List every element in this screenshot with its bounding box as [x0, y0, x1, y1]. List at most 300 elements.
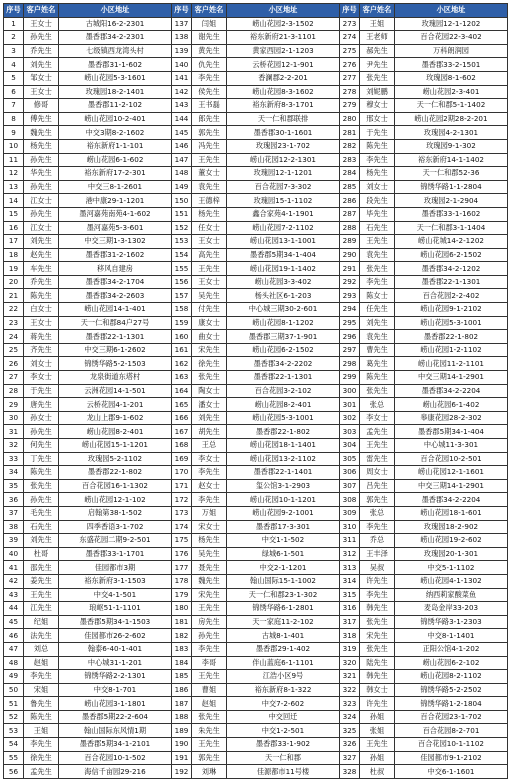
customer-name-cell: 陆先生 — [360, 656, 395, 670]
customer-name-cell: 乔先生 — [24, 275, 59, 289]
seq-cell: 326 — [340, 738, 360, 752]
customer-name-cell: 王女士 — [24, 85, 59, 99]
header-seq-2: 序号 — [172, 4, 192, 18]
address-cell: 墨河嘉苑南苑4-1-602 — [59, 207, 172, 221]
address-cell: 墨香郡22-1-1301 — [395, 275, 508, 289]
seq-cell: 323 — [340, 697, 360, 711]
customer-name-cell: 蒋先生 — [24, 330, 59, 344]
table-row — [4, 235, 508, 249]
address-cell: 崂山花园13-1-1001 — [227, 235, 340, 249]
address-cell: 中交7-2-602 — [227, 697, 340, 711]
seq-cell: 192 — [172, 765, 192, 779]
address-cell: 百合花园16-1-1302 — [59, 479, 172, 493]
table-row — [4, 85, 508, 99]
customer-name-cell: 段先生 — [360, 194, 395, 208]
seq-cell: 46 — [4, 629, 24, 643]
customer-name-cell: 徐先生 — [24, 751, 59, 765]
table-row — [4, 207, 508, 221]
header-seq-3: 序号 — [340, 4, 360, 18]
seq-cell: 35 — [4, 479, 24, 493]
seq-cell: 316 — [340, 602, 360, 616]
customer-name-cell: 李先生 — [360, 520, 395, 534]
address-cell: 皋康花园28-2-302 — [395, 411, 508, 425]
seq-cell: 16 — [4, 221, 24, 235]
seq-cell: 181 — [172, 615, 192, 629]
seq-cell: 179 — [172, 588, 192, 602]
seq-cell: 42 — [4, 574, 24, 588]
table-row — [4, 670, 508, 684]
customer-name-cell: 董女士 — [192, 167, 227, 181]
address-cell: 墨香郡34-2-2301 — [59, 31, 172, 45]
customer-name-cell: 修哥 — [24, 99, 59, 113]
address-cell: 天一仁和郡23-1-302 — [227, 588, 340, 602]
customer-name-cell: 宋先生 — [192, 343, 227, 357]
seq-cell: 169 — [172, 452, 192, 466]
address-cell: 墨香郡31-1-602 — [59, 58, 172, 72]
header-name-1: 客户姓名 — [24, 4, 59, 18]
seq-cell: 26 — [4, 357, 24, 371]
seq-cell: 162 — [172, 357, 192, 371]
address-cell: 七级镇西龙湾头村 — [59, 44, 172, 58]
seq-cell: 328 — [340, 765, 360, 779]
table-row — [4, 289, 508, 303]
seq-cell: 47 — [4, 642, 24, 656]
address-cell: 天一仁和郡联排 — [227, 112, 340, 126]
customer-name-cell: 吴先生 — [192, 289, 227, 303]
customer-name-cell: 郭先生 — [360, 493, 395, 507]
address-cell: 崂山花园2-3-1502 — [227, 17, 340, 31]
table-row — [4, 561, 508, 575]
address-cell: 纳西莉家酸菜鱼 — [395, 588, 508, 602]
address-cell: 海信千亩园29-216 — [59, 765, 172, 779]
address-cell: 中交4-1-501 — [59, 588, 172, 602]
customer-name-cell: 李先生 — [360, 588, 395, 602]
seq-cell: 172 — [172, 493, 192, 507]
customer-name-cell: 孙姐 — [360, 751, 395, 765]
seq-cell: 38 — [4, 520, 24, 534]
customer-name-cell: 杨先生 — [24, 139, 59, 153]
address-cell: 墨香郡34-2-2603 — [59, 289, 172, 303]
address-cell: 崂山花园9-2-1001 — [227, 506, 340, 520]
address-cell: 墨香郡33-1-1701 — [59, 547, 172, 561]
seq-cell: 186 — [172, 683, 192, 697]
address-cell: 墨香郡5期22-2-604 — [59, 710, 172, 724]
seq-cell: 293 — [340, 289, 360, 303]
seq-cell: 153 — [172, 235, 192, 249]
customer-name-cell: 丁先生 — [24, 452, 59, 466]
seq-cell: 22 — [4, 303, 24, 317]
customer-name-cell: 孙先生 — [24, 207, 59, 221]
customer-name-cell: 潘女士 — [192, 398, 227, 412]
customer-name-cell: 杨先生 — [192, 207, 227, 221]
table-row — [4, 330, 508, 344]
seq-cell: 159 — [172, 316, 192, 330]
address-cell: 佳园都市3期 — [59, 561, 172, 575]
address-cell: 天一仁和郡84户27号 — [59, 316, 172, 330]
address-cell: 天一仁和郡3-1-1404 — [395, 221, 508, 235]
customer-name-cell: 魏先生 — [192, 574, 227, 588]
table-row — [4, 31, 508, 45]
address-cell: 玫瑰园23-1-702 — [227, 139, 340, 153]
customer-name-cell: 孙先生 — [24, 425, 59, 439]
customer-name-cell: 宋先生 — [360, 629, 395, 643]
customer-name-cell: 陈先生 — [24, 466, 59, 480]
address-cell: 中心城11-3-301 — [395, 439, 508, 453]
seq-cell: 157 — [172, 289, 192, 303]
customer-name-cell: 康女士 — [192, 316, 227, 330]
seq-cell: 279 — [340, 99, 360, 113]
address-cell: 玫瑰园9-1-302 — [395, 139, 508, 153]
customer-name-cell: 李先生 — [192, 493, 227, 507]
seq-cell: 6 — [4, 85, 24, 99]
address-cell: 中交5-1-1102 — [395, 561, 508, 575]
seq-cell: 52 — [4, 710, 24, 724]
seq-cell: 23 — [4, 316, 24, 330]
seq-cell: 294 — [340, 303, 360, 317]
table-row — [4, 194, 508, 208]
customer-name-cell: 王丰泽 — [360, 547, 395, 561]
customer-name-cell: 吕先生 — [360, 479, 395, 493]
customer-name-cell: 王先生 — [24, 588, 59, 602]
customer-name-cell: 张先生 — [360, 262, 395, 276]
address-cell: 崂山花园5-3-1601 — [59, 71, 172, 85]
address-cell: 崂山花园11-2-1101 — [395, 357, 508, 371]
seq-cell: 190 — [172, 738, 192, 752]
seq-cell: 143 — [172, 99, 192, 113]
table-row — [4, 425, 508, 439]
address-cell: 墨香郡5期34-1-404 — [395, 425, 508, 439]
address-cell: 崂山花园8-1-1202 — [227, 316, 340, 330]
address-cell: 裕东新府21-3-1101 — [227, 31, 340, 45]
address-cell: 百合花园22-3-402 — [395, 31, 508, 45]
seq-cell: 24 — [4, 330, 24, 344]
table-row — [4, 520, 508, 534]
address-cell: 崂山花园6-1-402 — [395, 398, 508, 412]
customer-name-cell: 张先生 — [360, 642, 395, 656]
seq-cell: 156 — [172, 275, 192, 289]
customer-name-cell: 赵姐 — [192, 697, 227, 711]
address-cell: 墨香郡33-1-902 — [227, 738, 340, 752]
table-row — [4, 683, 508, 697]
seq-cell: 306 — [340, 466, 360, 480]
table-row — [4, 724, 508, 738]
address-cell: 中交三8-1-2601 — [59, 180, 172, 194]
address-cell: 崂山花园12-1-1601 — [395, 466, 508, 480]
customer-name-cell: 华先生 — [24, 167, 59, 181]
seq-cell: 318 — [340, 629, 360, 643]
customer-name-cell: 侯先生 — [192, 85, 227, 99]
customer-name-cell: 张先生 — [360, 615, 395, 629]
seq-cell: 274 — [340, 31, 360, 45]
seq-cell: 276 — [340, 58, 360, 72]
seq-cell: 312 — [340, 547, 360, 561]
customer-name-cell: 刘先生 — [24, 534, 59, 548]
customer-name-cell: 李女士 — [24, 371, 59, 385]
address-cell: 云桥花园12-1-901 — [227, 58, 340, 72]
customer-name-cell: 江先生 — [24, 602, 59, 616]
seq-cell: 291 — [340, 262, 360, 276]
seq-cell: 9 — [4, 126, 24, 140]
customer-name-cell: 吴叔 — [360, 561, 395, 575]
address-cell: 云桥花园4-1-201 — [59, 398, 172, 412]
address-cell: 天一仁和郡5-1-1402 — [395, 99, 508, 113]
customer-name-cell: 杜叔 — [360, 765, 395, 779]
address-cell: 崂山花园9-1-2102 — [395, 303, 508, 317]
customer-name-cell: 张总 — [360, 398, 395, 412]
seq-cell: 292 — [340, 275, 360, 289]
address-cell: 云洲花园14-1-501 — [59, 384, 172, 398]
header-seq-1: 序号 — [4, 4, 24, 18]
customer-name-cell: 王姐 — [24, 724, 59, 738]
seq-cell: 185 — [172, 670, 192, 684]
seq-cell: 160 — [172, 330, 192, 344]
seq-cell: 171 — [172, 479, 192, 493]
address-cell: 崂山花园19-1-1402 — [227, 262, 340, 276]
customer-name-cell: 毛先生 — [24, 506, 59, 520]
seq-cell: 43 — [4, 588, 24, 602]
customer-name-cell: 杜哥 — [24, 547, 59, 561]
seq-cell: 319 — [340, 642, 360, 656]
address-cell: 玫瑰园5-2-1102 — [59, 452, 172, 466]
customer-name-cell: 刘先生 — [24, 235, 59, 249]
header-row — [4, 4, 508, 18]
seq-cell: 1 — [4, 17, 24, 31]
seq-cell: 183 — [172, 642, 192, 656]
seq-cell: 28 — [4, 384, 24, 398]
address-cell: 崂山花园6-2-102 — [395, 656, 508, 670]
seq-cell: 14 — [4, 194, 24, 208]
seq-cell: 298 — [340, 357, 360, 371]
address-cell: 玺公馆3-1-2903 — [227, 479, 340, 493]
seq-cell: 41 — [4, 561, 24, 575]
seq-cell: 283 — [340, 153, 360, 167]
customer-name-cell: 王先生 — [192, 738, 227, 752]
customer-name-cell: 葛先生 — [360, 357, 395, 371]
address-cell: 崂山花园5-3-1001 — [227, 411, 340, 425]
address-cell: 锦绣华路5-2-2502 — [395, 683, 508, 697]
address-cell: 墨香郡22-1-1301 — [59, 330, 172, 344]
customer-name-cell: 王姐 — [360, 17, 395, 31]
seq-cell: 305 — [340, 452, 360, 466]
address-cell: 中交3期8-2-1602 — [59, 126, 172, 140]
seq-cell: 40 — [4, 547, 24, 561]
address-cell: 墨香郡11-2-102 — [59, 99, 172, 113]
customer-name-cell: 王女士 — [192, 235, 227, 249]
customer-name-cell: 穆女士 — [360, 99, 395, 113]
address-cell: 移风自建房 — [59, 262, 172, 276]
customer-name-cell: 曹先生 — [360, 343, 395, 357]
customer-name-cell: 王女士 — [24, 316, 59, 330]
customer-name-cell: 袁先生 — [192, 180, 227, 194]
table-row — [4, 126, 508, 140]
address-cell: 玫瑰园12-1-1202 — [395, 17, 508, 31]
customer-name-cell: 刘妮鹏 — [360, 85, 395, 99]
customer-name-cell: 李先生 — [24, 670, 59, 684]
seq-cell: 53 — [4, 724, 24, 738]
table-row — [4, 710, 508, 724]
seq-cell: 45 — [4, 615, 24, 629]
customer-name-cell: 周女士 — [360, 466, 395, 480]
table-row — [4, 17, 508, 31]
address-cell: 裕东新府17-2-301 — [59, 167, 172, 181]
customer-name-cell: 孟先生 — [360, 425, 395, 439]
customer-name-cell: 赵先生 — [24, 248, 59, 262]
address-cell: 中心城31-1-201 — [59, 656, 172, 670]
address-cell: 崂山花园3-1-1801 — [59, 697, 172, 711]
address-cell: 墨香郡22-1-1401 — [227, 466, 340, 480]
customer-name-cell: 宋女士 — [192, 520, 227, 534]
customer-name-cell: 王总 — [192, 439, 227, 453]
address-cell: 玫瑰园18-2-902 — [395, 520, 508, 534]
table-row — [4, 697, 508, 711]
address-cell: 墨香郡29-1-402 — [227, 642, 340, 656]
seq-cell: 282 — [340, 139, 360, 153]
seq-cell: 17 — [4, 235, 24, 249]
address-cell: 百合花园8-2-701 — [395, 724, 508, 738]
customer-name-cell: 许先生 — [360, 574, 395, 588]
customer-name-cell: 聂先生 — [192, 561, 227, 575]
customer-name-cell: 孟先生 — [24, 765, 59, 779]
address-cell: 玫瑰园15-1-1102 — [227, 194, 340, 208]
address-cell: 崂山花园12-1-102 — [59, 493, 172, 507]
address-cell: 锦绣华路6-1-2801 — [227, 602, 340, 616]
seq-cell: 140 — [172, 58, 192, 72]
seq-cell: 287 — [340, 207, 360, 221]
seq-cell: 4 — [4, 58, 24, 72]
table-row — [4, 547, 508, 561]
customer-name-cell: 冯先生 — [192, 139, 227, 153]
table-row — [4, 343, 508, 357]
address-cell: 香澜郡2-2-201 — [227, 71, 340, 85]
customer-name-cell: 王先生 — [192, 602, 227, 616]
address-cell: 崂山花园10-2-401 — [59, 112, 172, 126]
customer-name-cell: 王女士 — [192, 275, 227, 289]
seq-cell: 174 — [172, 520, 192, 534]
customer-name-cell: 任先生 — [360, 303, 395, 317]
seq-cell: 296 — [340, 330, 360, 344]
address-cell: 玫瑰园4-2-1301 — [395, 126, 508, 140]
customer-name-cell: 韩女士 — [360, 683, 395, 697]
address-cell: 中交三期6-1-2602 — [59, 343, 172, 357]
table-row — [4, 180, 508, 194]
address-cell: 江浩小区9号 — [227, 670, 340, 684]
seq-cell: 182 — [172, 629, 192, 643]
seq-cell: 320 — [340, 656, 360, 670]
table-row — [4, 479, 508, 493]
customer-name-cell: 张先生 — [192, 710, 227, 724]
seq-cell: 34 — [4, 466, 24, 480]
address-cell: 裕东新府3-1-1503 — [59, 574, 172, 588]
seq-cell: 290 — [340, 248, 360, 262]
seq-cell: 44 — [4, 602, 24, 616]
table-row — [4, 303, 508, 317]
customer-name-cell: 闫姐 — [192, 17, 227, 31]
customer-name-cell: 郝先生 — [360, 44, 395, 58]
customer-name-cell: 刘先生 — [360, 316, 395, 330]
address-cell: 墨香郡5期34-1-2101 — [59, 738, 172, 752]
customer-name-cell: 王书磊 — [192, 99, 227, 113]
seq-cell: 191 — [172, 751, 192, 765]
seq-cell: 175 — [172, 534, 192, 548]
customer-name-cell: 高先生 — [192, 248, 227, 262]
address-cell: 崂山花园19-2-602 — [395, 534, 508, 548]
table-row — [4, 751, 508, 765]
seq-cell: 10 — [4, 139, 24, 153]
table-row — [4, 439, 508, 453]
table-row — [4, 398, 508, 412]
customer-name-cell: 李先生 — [360, 275, 395, 289]
address-cell: 百合花园3-2-102 — [227, 384, 340, 398]
table-row — [4, 534, 508, 548]
header-address-1: 小区地址 — [59, 4, 172, 18]
address-cell: 天一仁和郡 — [227, 751, 340, 765]
customer-name-cell: 李女士 — [192, 452, 227, 466]
address-cell: 锦绣华路5-2-1503 — [59, 357, 172, 371]
address-cell: 百合花园10-1-1102 — [395, 738, 508, 752]
seq-cell: 327 — [340, 751, 360, 765]
address-cell: 崂山花园2-3-401 — [395, 85, 508, 99]
address-cell: 中心城三期30-2-601 — [227, 303, 340, 317]
address-cell: 黄家西园2-1-1203 — [227, 44, 340, 58]
table-row — [4, 602, 508, 616]
seq-cell: 176 — [172, 547, 192, 561]
seq-cell: 302 — [340, 411, 360, 425]
seq-cell: 277 — [340, 71, 360, 85]
seq-cell: 154 — [172, 248, 192, 262]
customer-name-cell: 齐先生 — [24, 343, 59, 357]
table-row — [4, 656, 508, 670]
address-cell: 墨香郡34-2-1202 — [395, 262, 508, 276]
address-cell: 墨香郡34-2-2204 — [395, 493, 508, 507]
seq-cell: 51 — [4, 697, 24, 711]
address-cell: 中交1-2-501 — [227, 724, 340, 738]
seq-cell: 48 — [4, 656, 24, 670]
address-cell: 墨香郡30-1-1601 — [227, 126, 340, 140]
customer-name-cell: 尹先生 — [360, 58, 395, 72]
customer-name-cell: 徐先生 — [192, 357, 227, 371]
customer-name-cell: 李先生 — [24, 738, 59, 752]
customer-name-cell: 魏先生 — [24, 126, 59, 140]
seq-cell: 280 — [340, 112, 360, 126]
table-row — [4, 574, 508, 588]
seq-cell: 178 — [172, 574, 192, 588]
customer-name-cell: 李先生 — [192, 71, 227, 85]
seq-cell: 32 — [4, 439, 24, 453]
customer-name-cell: 刘女士 — [24, 357, 59, 371]
seq-cell: 288 — [340, 221, 360, 235]
customer-name-cell: 唐先生 — [24, 398, 59, 412]
seq-cell: 285 — [340, 180, 360, 194]
address-cell: 天一家庭11-2-102 — [227, 615, 340, 629]
seq-cell: 308 — [340, 493, 360, 507]
address-cell: 崂山花园6-1-602 — [59, 153, 172, 167]
customer-name-cell: 李先生 — [360, 153, 395, 167]
address-cell: 翰泰6-40-1-401 — [59, 642, 172, 656]
customer-name-cell: 王先生 — [360, 439, 395, 453]
seq-cell: 314 — [340, 574, 360, 588]
table-row — [4, 506, 508, 520]
address-cell: 裕东新府8-1-322 — [227, 683, 340, 697]
seq-cell: 311 — [340, 534, 360, 548]
seq-cell: 144 — [172, 112, 192, 126]
customer-name-cell: 赵姐 — [24, 656, 59, 670]
address-cell: 百合花园10-1-502 — [59, 751, 172, 765]
customer-name-cell: 纪姐 — [24, 615, 59, 629]
address-cell: 正阳公馆4-1-202 — [395, 642, 508, 656]
seq-cell: 152 — [172, 221, 192, 235]
seq-cell: 161 — [172, 343, 192, 357]
seq-cell: 2 — [4, 31, 24, 45]
